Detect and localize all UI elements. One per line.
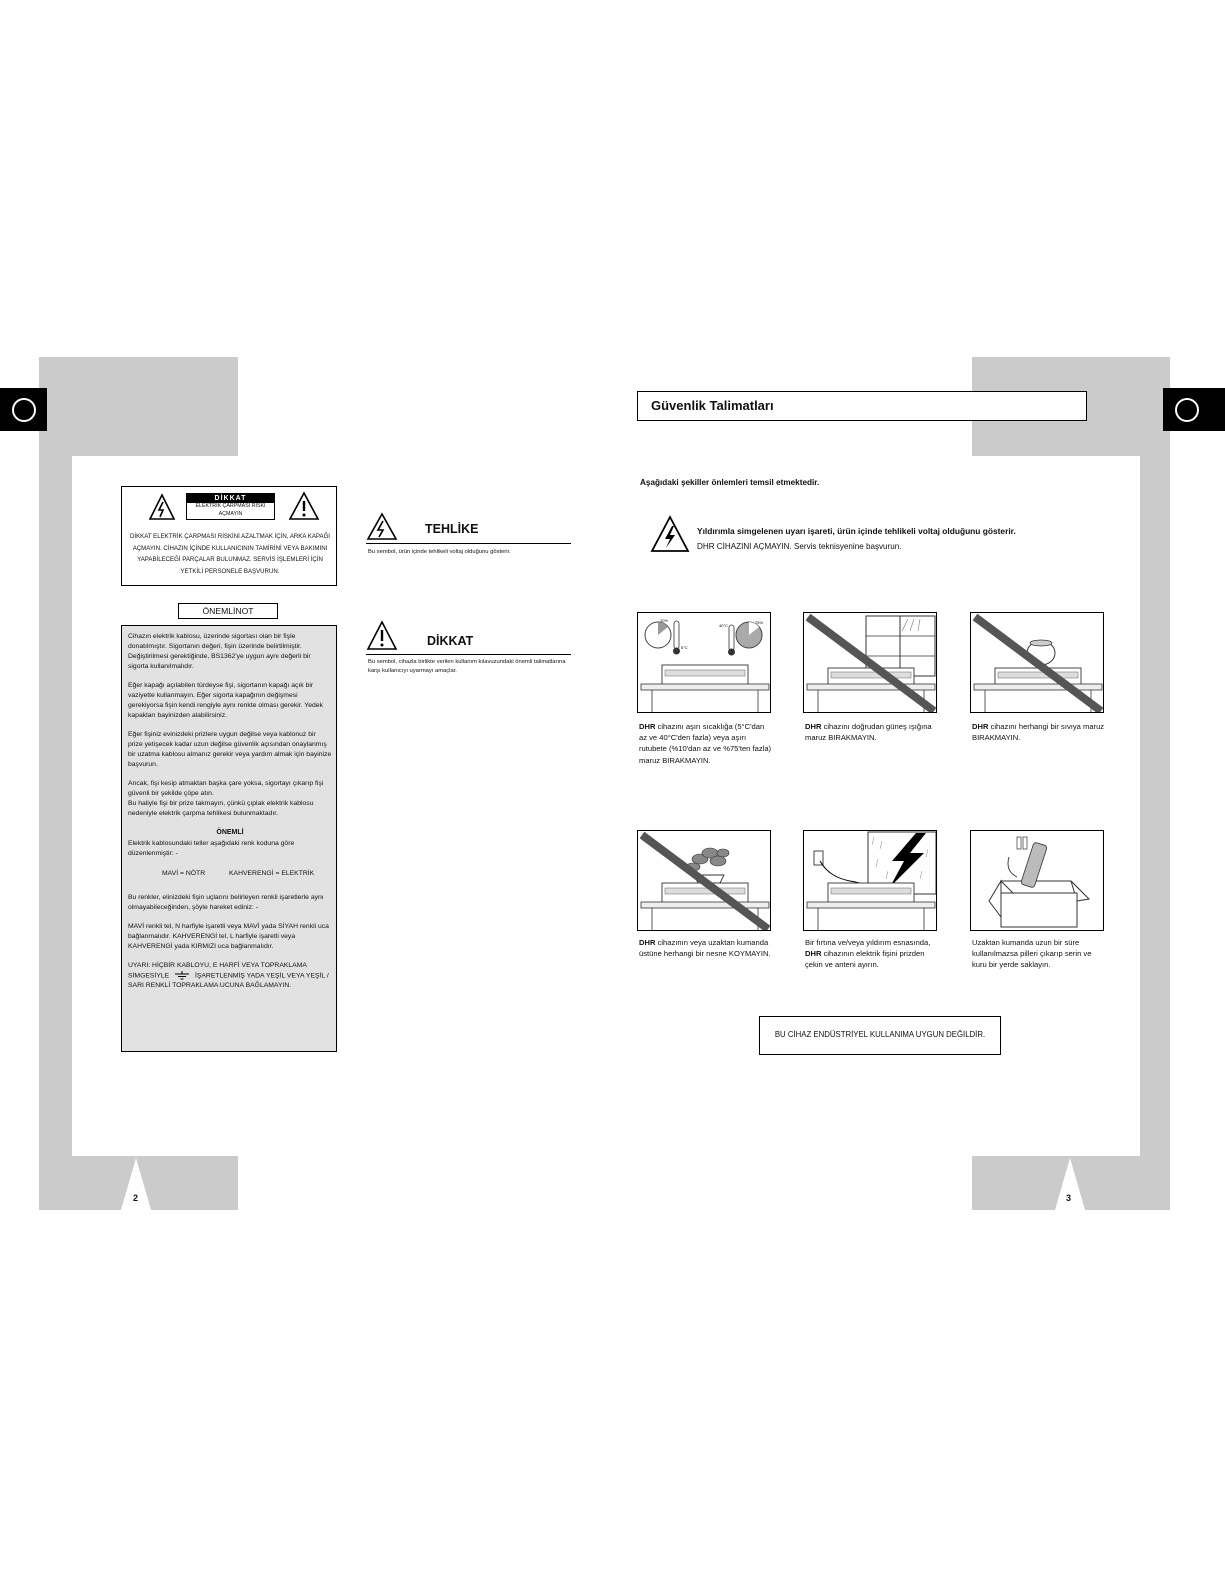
note-warning-line-1: UYARI: HİÇBİR KABLOYU, E HARFİ VEYA TOPRAKLAMA: [128, 962, 307, 969]
right-chapter-tab: [1163, 388, 1225, 431]
panel-image-object: [637, 830, 771, 931]
temperature-humidity-icon: [638, 613, 771, 713]
tehlike-text: Bu sembol, ürün içinde tehlikeli voltaj olduğunu gösterir.: [368, 549, 511, 555]
panel-caption-bold: DHR: [972, 722, 989, 731]
page-number-left: 2: [133, 1193, 139, 1203]
panel-image-liquid: [970, 612, 1104, 713]
note-content: [128, 632, 332, 991]
plant-object-icon: [638, 831, 771, 931]
note-paragraph-5: Elektrik kablosundaki teller aşağıdaki renk koduna göre düzenlenmiştir: -: [128, 840, 295, 857]
caution-subtitle-2: AÇMAYIN: [218, 510, 243, 517]
panel-caption-bold: DHR: [639, 722, 656, 731]
note-paragraph-3: Eğer fişiniz evinizdeki prizlere uygun değilse veya kablonuz bir prize yetişecek kadar uzun değilse güvenlik açısından onaylanmış bir uzatma kablosu almanız gerekir veya yardım almak için bayinize başvurun.: [128, 731, 332, 768]
circle-icon: [12, 398, 36, 422]
dikkat-rule: [366, 654, 571, 655]
thermo-label-right-pct: 75%: [755, 620, 764, 625]
thermo-label-right-temp: 40°C: [719, 623, 728, 628]
industrial-use-notice: BU CİHAZ ENDÜSTRİYEL KULLANIMA UYGUN DEĞİLDİR.: [759, 1016, 1001, 1055]
tehlike-rule: [366, 543, 571, 544]
panel-caption-text: cihazının veya uzaktan kumanda üstüne herhangi bir nesne KOYMAYIN.: [639, 938, 771, 959]
panel-caption-text: cihazını herhangi bir sıvıya maruz BIRAKMAYIN.: [972, 722, 1105, 743]
note-warning-line-2b: İŞARETLENMİŞ YADA YEŞİL VEYA YEŞİL /: [194, 972, 329, 980]
panel-caption-storm: [805, 937, 940, 971]
note-onemli-heading: ÖNEMLİ: [216, 829, 244, 836]
panel-caption-text: cihazının elektrik fişini prizden çekin ve anteni ayırın.: [805, 949, 925, 970]
caution-subtitle-1: ELEKTRİK ÇARPMASI RİSKİ: [195, 503, 266, 509]
lightning-warning-icon: [366, 512, 398, 541]
panel-caption-remote: [972, 937, 1107, 971]
section-header-box: [637, 391, 1087, 421]
panel-caption-sunlight: [805, 721, 940, 743]
liquid-bowl-icon: [971, 613, 1104, 713]
sunlight-window-icon: [804, 613, 937, 713]
thermo-label-left-temp: 5°C: [681, 645, 688, 650]
page-number-right: 3: [1066, 1193, 1072, 1203]
ground-symbol-icon: [174, 971, 190, 980]
caution-title: DİKKAT: [187, 494, 274, 503]
panel-caption-text: cihazını doğrudan güneş ışığına maruz BIRAKMAYIN.: [805, 722, 932, 743]
note-paragraph-4a: Ancak, fişi kesip atmaktan başka çare yoksa, sigortayı çıkarıp fişi güvenli bir şekilde çöpe atın.: [128, 780, 324, 797]
dikkat-title: DİKKAT: [427, 634, 474, 648]
note-paragraph-2: Eğer kapağı açılabilen türdeyse fişi, sigortanın kapağı açık bir vaziyette kullanmayın. Eğer sigorta kapağının değişmesi gerekiyorsa fişin kendi rengiyle aynı renkte olması gerekir. Yedek kapakları bayinizden alabilirsiniz.: [128, 682, 323, 719]
panel-caption-liquid: [972, 721, 1107, 743]
panel-caption-object: [639, 937, 774, 959]
lightning-note-bold: Yıldırımla simgelenen uyarı işareti, ürün içinde tehlikeli voltaj olduğunu gösterir.: [697, 526, 1016, 536]
panel-caption-bold: DHR: [805, 949, 822, 959]
panel-image-temperature: [637, 612, 771, 713]
panel-image-remote: [970, 830, 1104, 931]
panel-caption-text: Uzaktan kumanda uzun bir süre kullanılmazsa pilleri çıkarıp serin ve kuru bir yerde saklayın.: [972, 938, 1092, 970]
intro-text: Aşağıdaki şekiller önlemleri temsil etmektedir.: [640, 478, 820, 487]
panel-image-storm: [803, 830, 937, 931]
exclamation-warning-icon: [288, 491, 320, 521]
note-warning-line-2a: SİMGESİYLE: [128, 972, 170, 980]
caution-box: [121, 486, 337, 586]
thermo-label-left-pct: 10%: [660, 618, 669, 623]
color-code-blue: MAVİ = NÖTR: [162, 870, 206, 877]
note-paragraph-6: Bu renkler, elinizdeki fişin uçlarını belirleyen renkli işaretlerle aynı olmayabileceğinden, şöyle hareket ediniz: -: [128, 894, 324, 911]
caution-label-box: [186, 493, 275, 520]
lightning-warning-icon: [650, 515, 690, 553]
important-note-box: [121, 625, 337, 1052]
important-note-label: ÖNEMLİNOT: [178, 603, 278, 619]
note-paragraph-7: MAVİ renkli tel, N harfiyle işaretli veya MAVİ yada SİYAH renkli uca bağlanmalıdır. KAHVERENGİ tel, L harfiyle işaretli veya KAHVERENGİ yada KIRMIZI uca bağlanmalıdır.: [128, 923, 329, 950]
lightning-storm-icon: [804, 831, 937, 931]
circle-icon: [1175, 398, 1199, 422]
tehlike-title: TEHLİKE: [425, 522, 479, 536]
caution-body: DİKKAT ELEKTRİK ÇARPMASI RİSKİNİ AZALTMAK İÇİN, ARKA KAPAĞI AÇMAYIN. CİHAZIN İÇİNDE KULLANICININ TAMİRİNİ VEYA BAKIMINI YAPABİLECEĞİ PARÇALAR BULUNMAZ. SERVİS İŞLEMLERİ İÇİN YETKİLİ PERSONELE BAŞVURUN.: [129, 533, 331, 575]
panel-caption-bold: DHR: [639, 938, 656, 947]
lightning-note-plain: DHR CİHAZINI AÇMAYIN. Servis teknisyenine başvurun.: [697, 542, 902, 551]
section-title: Güvenlik Talimatları: [651, 398, 774, 413]
panel-caption-pre: Bir fırtına ve/veya yıldırım esnasında,: [805, 938, 931, 947]
note-paragraph-1: Cihazın elektrik kablosu, üzerinde sigortası olan bir fişle donatılmıştır. Sigortanın değeri, fişin üzerinde belirtilmiştir. Değiştirilmesi gerektiğinde, BS1362'ye uygun aynı değerli bir sigorta kullanılmalıdır.: [128, 633, 311, 670]
dikkat-text: Bu sembol, cihazla birlikte verilen kullanım kılavuzundaki önemli talimatlarına karşı kullanıcıyı uyarmayı amaçlar.: [368, 659, 566, 674]
lightning-warning-icon: [148, 493, 176, 521]
note-paragraph-4b: Bu haliyle fişi bir prize takmayın, çünkü çıplak elektrik kablosu nedeniyle elektrik çarpma tehlikesi bulunmaktadır.: [128, 800, 314, 817]
panel-caption-temperature: [639, 721, 774, 766]
note-warning-line-2: [128, 971, 332, 981]
panel-caption-bold: DHR: [805, 722, 822, 731]
exclamation-warning-icon: [366, 620, 398, 651]
left-chapter-tab: [0, 388, 47, 431]
panel-caption-text: cihazını aşırı sıcaklığa (5°C'dan az ve 40°C'den fazla) veya aşırı rutubete (%10'dan az ve %75'ten fazla) maruz BIRAKMAYIN.: [639, 722, 772, 765]
remote-batteries-icon: [971, 831, 1104, 931]
color-code-brown: KAHVERENGİ = ELEKTRİK: [229, 870, 315, 877]
panel-image-sunlight: [803, 612, 937, 713]
color-code-line: [128, 869, 332, 879]
note-warning-line-3: SARI RENKLİ TOPRAKLAMA UCUNA BAĞLAMAYIN.: [128, 982, 292, 990]
